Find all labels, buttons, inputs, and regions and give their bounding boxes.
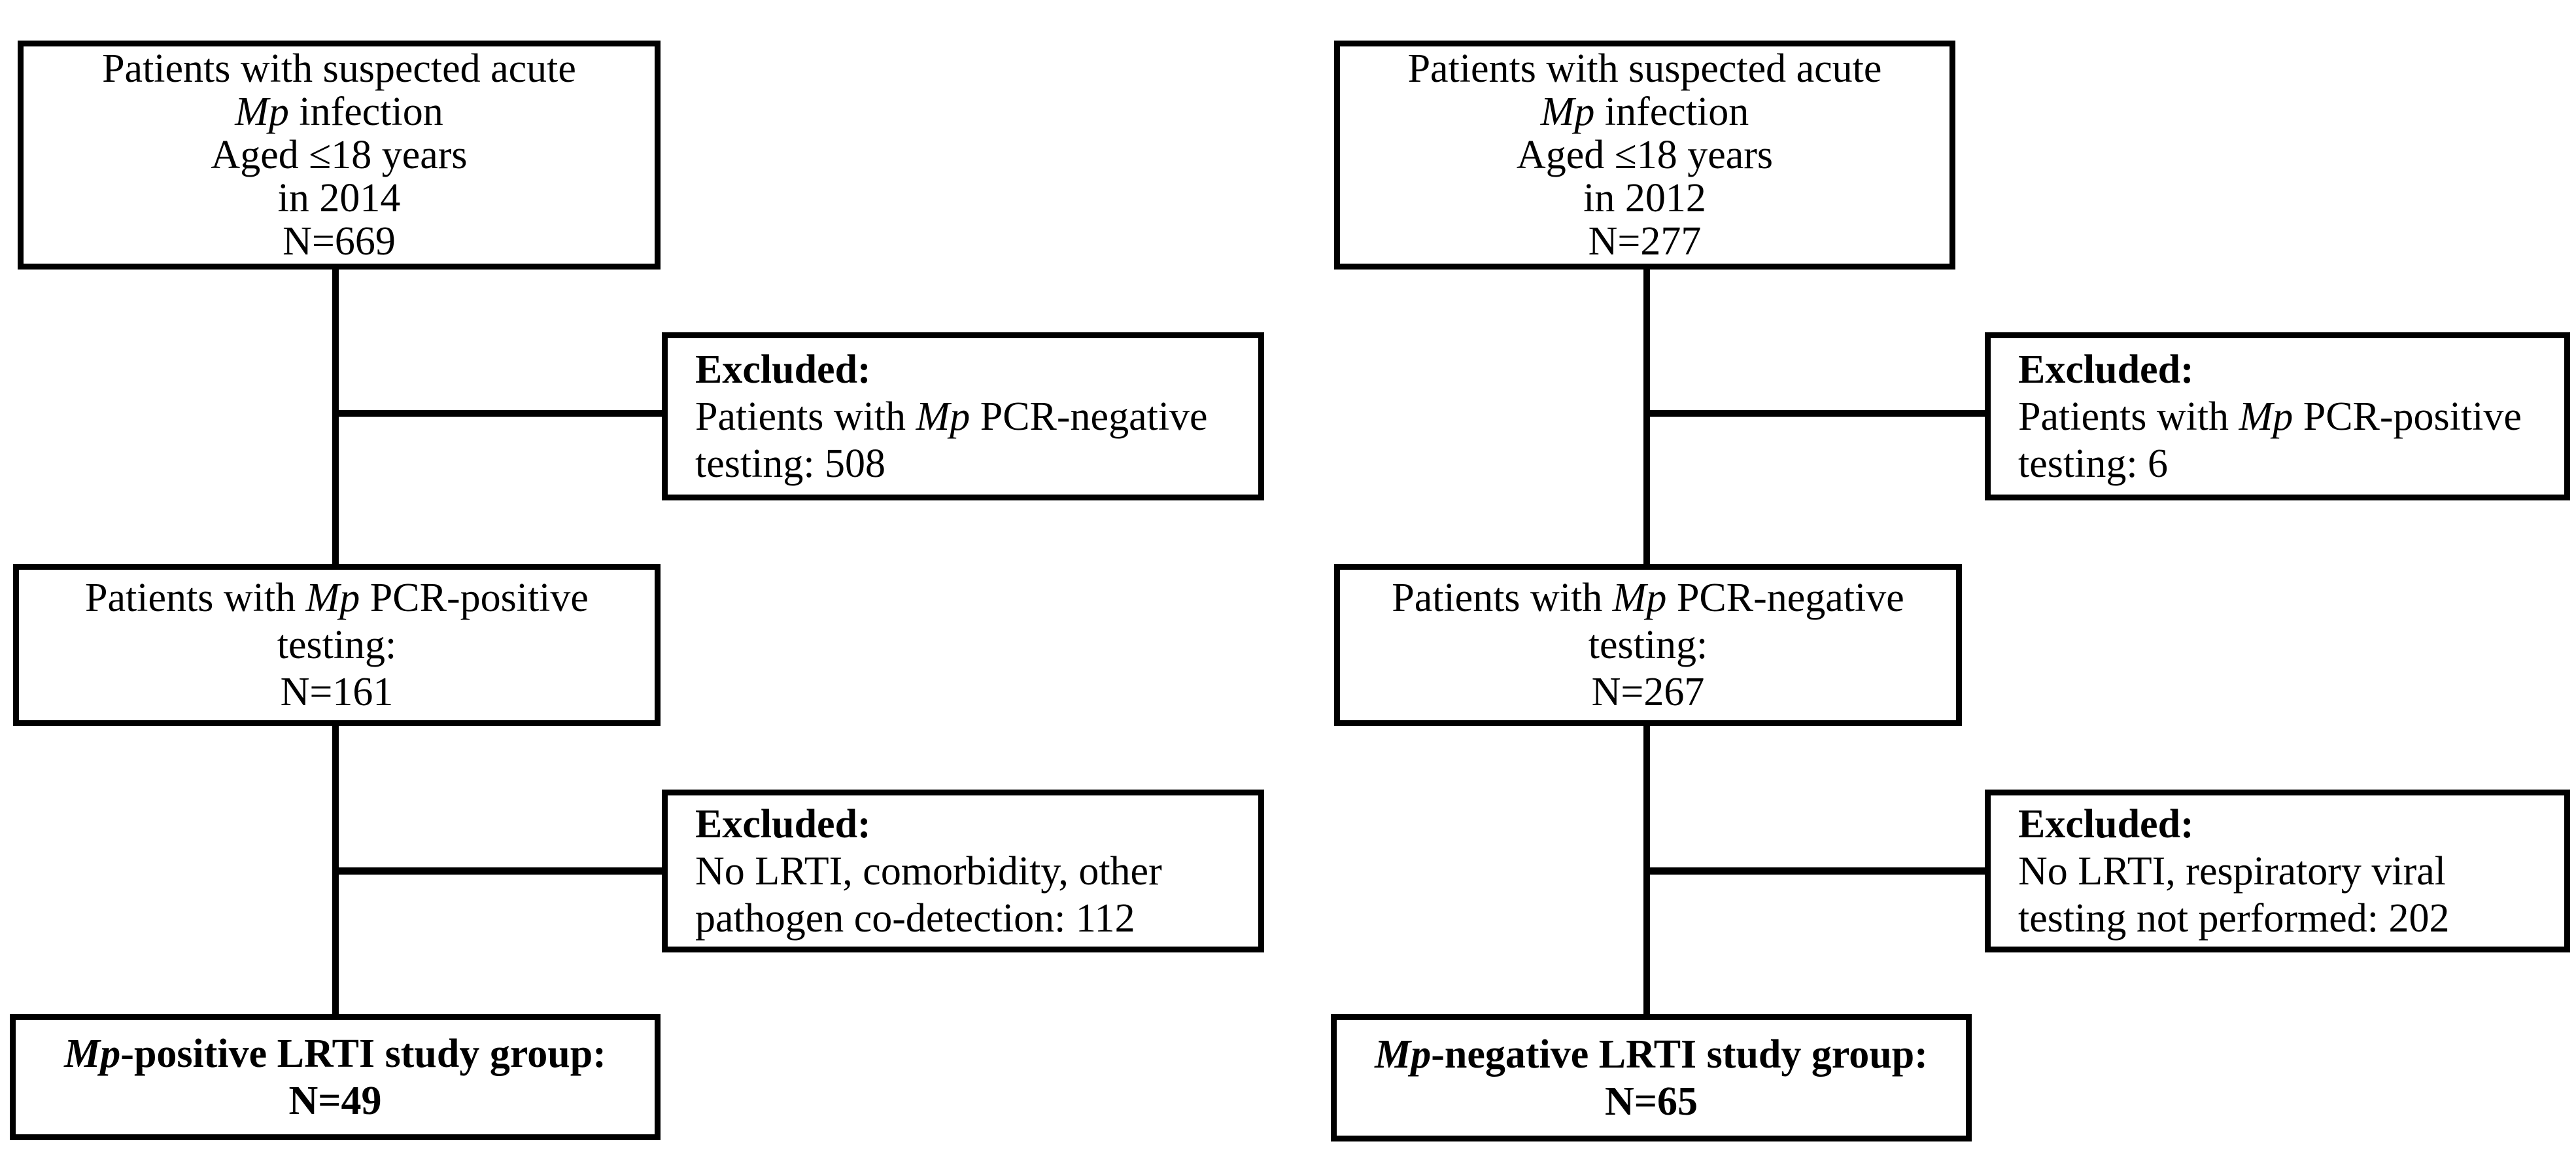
box-left-excluded-2 <box>662 790 1264 952</box>
text-segment: Aged ≤18 years <box>211 133 468 177</box>
text-line <box>16 1030 655 1077</box>
text-line <box>1340 133 1949 177</box>
text-line <box>2018 440 2551 487</box>
text-segment: testing not performed: 202 <box>2018 896 2450 941</box>
text-line <box>19 574 655 621</box>
text-line <box>1340 621 1956 669</box>
text-line <box>2018 848 2551 895</box>
text-line <box>1340 574 1956 621</box>
text-segment: N=277 <box>1588 219 1702 264</box>
connector-right-branch-1 <box>1647 410 1985 417</box>
text-line <box>1340 90 1949 133</box>
text-line <box>1337 1031 1966 1078</box>
text-line <box>1340 669 1956 716</box>
connector-left-vertical-1 <box>332 270 339 564</box>
text-line <box>695 848 1245 895</box>
text-segment: PCR-negative <box>1666 576 1904 620</box>
text-segment: pathogen co-detection: 112 <box>695 896 1135 941</box>
text-line <box>16 1077 655 1124</box>
box-right-enrollment <box>1334 41 1955 270</box>
text-segment: testing: <box>277 623 397 667</box>
text-segment: -positive LRTI study group: <box>120 1031 606 1076</box>
box-left-enrollment <box>18 41 661 270</box>
text-line <box>24 177 655 220</box>
box-left-pcr-result <box>13 564 661 726</box>
text-segment: testing: <box>1588 623 1708 667</box>
italic-text-segment: Mp <box>2239 394 2293 439</box>
text-line <box>1340 177 1949 220</box>
text-segment: PCR-positive <box>360 576 589 620</box>
text-line <box>24 133 655 177</box>
text-segment: No LRTI, comorbidity, other <box>695 848 1162 894</box>
text-line <box>1340 220 1949 263</box>
text-segment: Patients with <box>1392 576 1613 620</box>
text-line <box>24 220 655 263</box>
box-right-excluded-2 <box>1985 790 2570 952</box>
connector-right-vertical-1 <box>1643 270 1650 564</box>
text-segment: No LRTI, respiratory viral <box>2018 848 2446 894</box>
italic-text-segment: Mp <box>235 90 289 134</box>
text-segment: testing: 6 <box>2018 441 2169 486</box>
box-right-excluded-1 <box>1985 332 2570 500</box>
text-segment: infection <box>1594 90 1749 134</box>
text-segment: N=267 <box>1591 670 1705 714</box>
italic-text-segment: Mp <box>64 1031 121 1076</box>
connector-right-branch-2 <box>1647 867 1985 875</box>
text-line <box>695 801 1245 848</box>
italic-text-segment: Mp <box>1540 90 1595 134</box>
text-segment: Patients with suspected acute <box>1407 46 1882 91</box>
text-segment: N=49 <box>288 1078 382 1123</box>
text-segment: infection <box>288 90 443 134</box>
italic-text-segment: Mp <box>305 576 360 620</box>
italic-text-segment: Mp <box>916 394 970 439</box>
text-line <box>695 393 1245 440</box>
text-segment: Patients with <box>2018 394 2239 439</box>
text-line <box>1340 47 1949 90</box>
text-segment: Excluded: <box>695 801 871 846</box>
text-line <box>2018 346 2551 393</box>
text-line <box>2018 895 2551 942</box>
text-line <box>695 440 1245 487</box>
box-left-excluded-1 <box>662 332 1264 500</box>
text-line <box>695 895 1245 942</box>
text-segment: PCR-positive <box>2293 394 2522 439</box>
text-segment: N=669 <box>283 219 396 264</box>
text-line <box>1337 1078 1966 1125</box>
italic-text-segment: Mp <box>1375 1032 1432 1077</box>
text-line <box>24 90 655 133</box>
connector-left-branch-2 <box>335 867 662 875</box>
text-segment: testing: 508 <box>695 441 886 486</box>
text-line <box>19 621 655 669</box>
connector-left-branch-1 <box>335 410 662 417</box>
text-line <box>24 47 655 90</box>
box-right-study-group <box>1331 1014 1972 1141</box>
text-line <box>2018 801 2551 848</box>
text-segment: in 2012 <box>1583 176 1706 220</box>
text-segment: Patients with <box>85 576 306 620</box>
text-segment: N=65 <box>1604 1079 1698 1124</box>
box-right-pcr-result <box>1334 564 1962 726</box>
text-segment: Excluded: <box>695 347 871 392</box>
text-segment: Excluded: <box>2018 347 2194 392</box>
italic-text-segment: Mp <box>1612 576 1667 620</box>
text-segment: Patients with <box>695 394 916 439</box>
text-segment: Aged ≤18 years <box>1516 133 1774 177</box>
text-segment: Patients with suspected acute <box>102 46 576 91</box>
text-line <box>2018 393 2551 440</box>
text-line <box>695 346 1245 393</box>
box-left-study-group <box>10 1014 661 1140</box>
text-segment: N=161 <box>280 670 394 714</box>
text-segment: Excluded: <box>2018 801 2194 846</box>
text-segment: PCR-negative <box>970 394 1208 439</box>
text-line <box>19 669 655 716</box>
text-segment: -negative LRTI study group: <box>1431 1032 1928 1077</box>
text-segment: in 2014 <box>277 176 401 220</box>
